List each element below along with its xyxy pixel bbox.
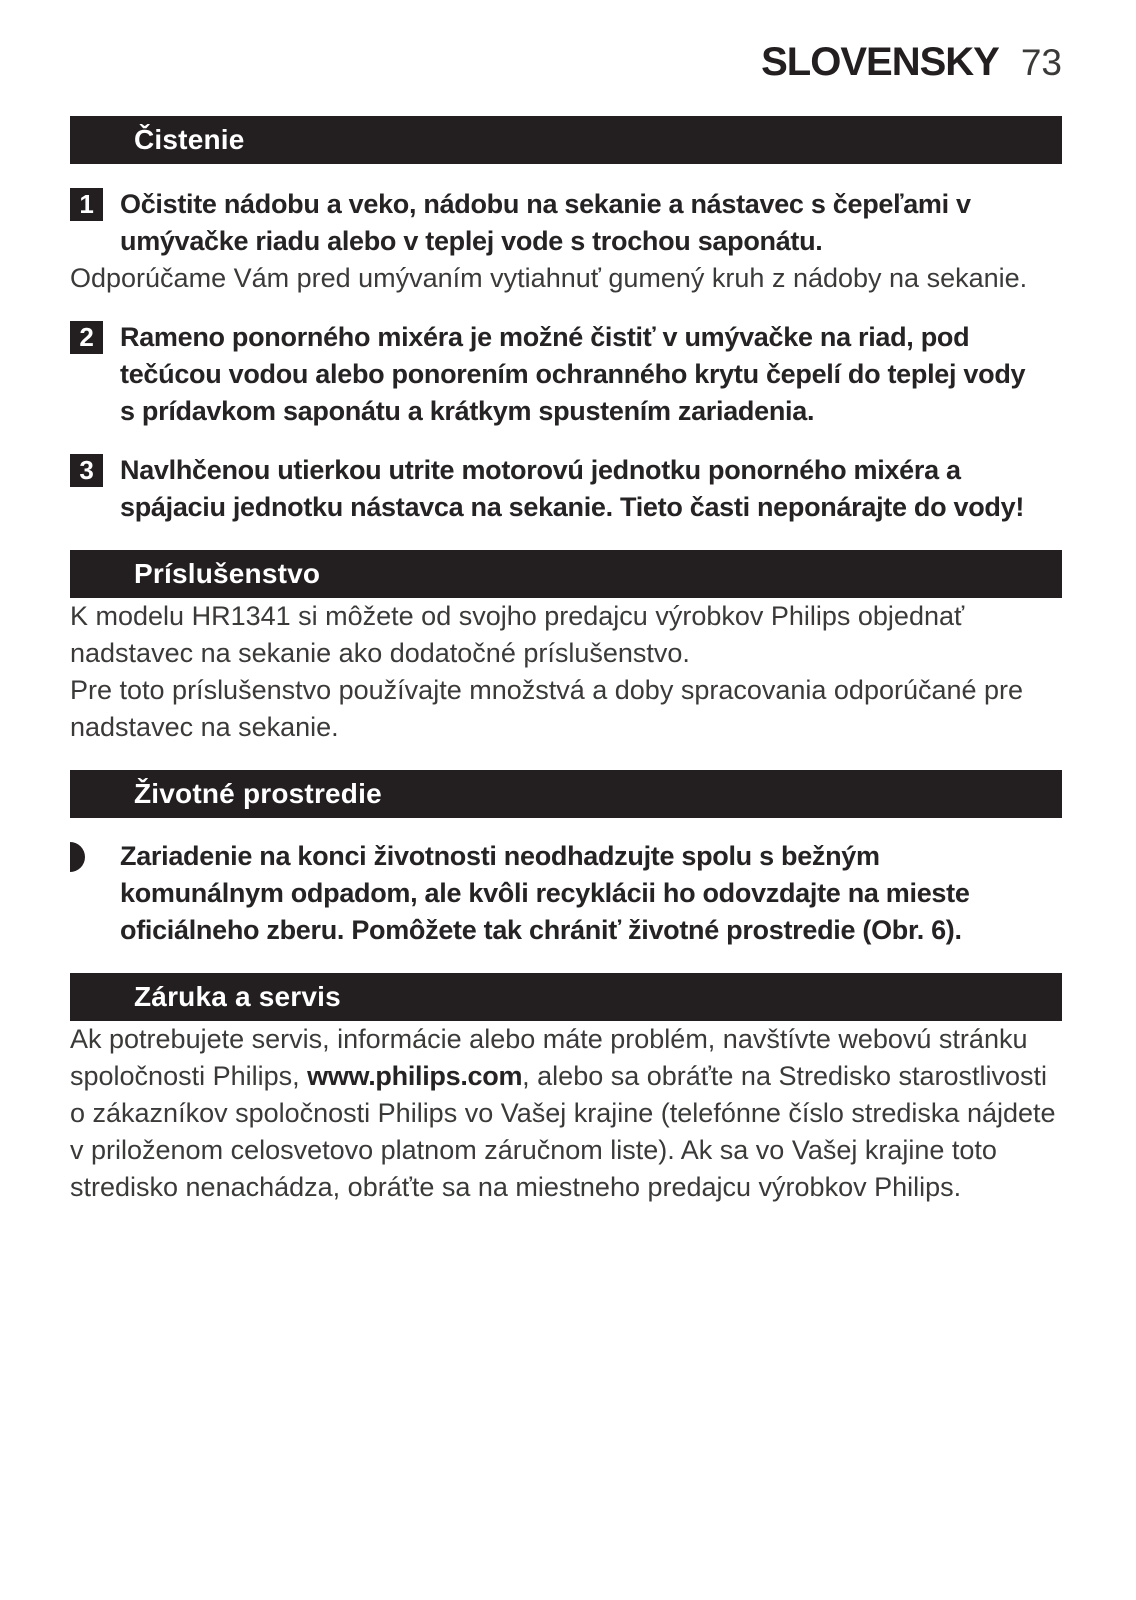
step-number-badge: 1 — [70, 188, 103, 221]
step-number-badge: 3 — [70, 454, 103, 487]
section-bar-environment — [70, 770, 1062, 818]
step-text: Navlhčenou utierkou utrite motorovú jednotku ponorného mixéra a spájaciu jednotku nástavca na sekanie. Tieto časti neponárajte do vody! — [120, 455, 1025, 522]
bullet-text: Zariadenie na konci životnosti neodhadzujte spolu s bežným komunálnym odpadom, ale kvôli recyklácii ho odovzdajte na mieste oficiálneho zberu. Pomôžete tak chrániť životné prostredie (Obr. 6). — [120, 841, 970, 945]
half-circle-bullet-icon — [70, 842, 85, 872]
accessories-paragraph-2: Pre toto príslušenstvo používajte množstvá a doby spracovania odporúčané pre nadstavec na sekanie. — [70, 675, 1024, 742]
step-number-badge: 2 — [70, 321, 103, 354]
note-paragraph: Odporúčame Vám pred umývaním vytiahnuť gumený kruh z nádoby na sekanie. — [70, 263, 1028, 293]
warranty-text-pre: Ak potrebujete servis, informácie alebo máte problém, navštívte webovú stránku spoločnosti Philips, — [70, 1024, 1028, 1091]
section-title-warranty: Záruka a servis — [134, 981, 341, 1012]
step-text: Rameno ponorného mixéra je možné čistiť v umývačke na riad, pod tečúcou vodou alebo ponorením ochranného krytu čepelí do teplej vody s prídavkom saponátu a krátkym spustením zariadenia. — [120, 322, 1026, 426]
section-title-accessories: Príslušenstvo — [134, 558, 321, 589]
section-bar-accessories — [70, 550, 1062, 598]
page-header — [70, 0, 1062, 86]
warranty-paragraph — [70, 1021, 1062, 1206]
philips-url-text: www.philips.com — [307, 1061, 523, 1091]
section-title-cleaning: Čistenie — [134, 124, 245, 155]
step-item-3 — [70, 452, 1062, 526]
section-bar-warranty — [70, 973, 1062, 1021]
step-text: Očistite nádobu a veko, nádobu na sekanie a nástavec s čepeľami v umývačke riadu alebo v teplej vode s trochou saponátu. — [120, 189, 971, 256]
language-label: SLOVENSKY — [761, 40, 999, 84]
page-number: 73 — [1020, 42, 1062, 83]
environment-bullet-item — [70, 838, 1062, 949]
accessories-paragraph-1: K modelu HR1341 si môžete od svojho predajcu výrobkov Philips objednať nadstavec na sekanie ako dodatočné príslušenstvo. — [70, 601, 965, 668]
warranty-text-post: , alebo sa obráťte na Stredisko starostlivosti o zákazníkov spoločnosti Philips vo Vašej krajine (telefónne číslo strediska nájdete v priloženom celosvetovo platnom záručnom liste). Ak sa vo Vašej krajine toto stredisko nenachádza, obráťte sa na miestneho predajcu výrobkov Philips. — [70, 1061, 1056, 1202]
step-item-1 — [70, 186, 1062, 260]
step-item-2 — [70, 319, 1062, 430]
section-bar-cleaning — [70, 116, 1062, 164]
section-title-environment: Životné prostredie — [134, 778, 382, 809]
